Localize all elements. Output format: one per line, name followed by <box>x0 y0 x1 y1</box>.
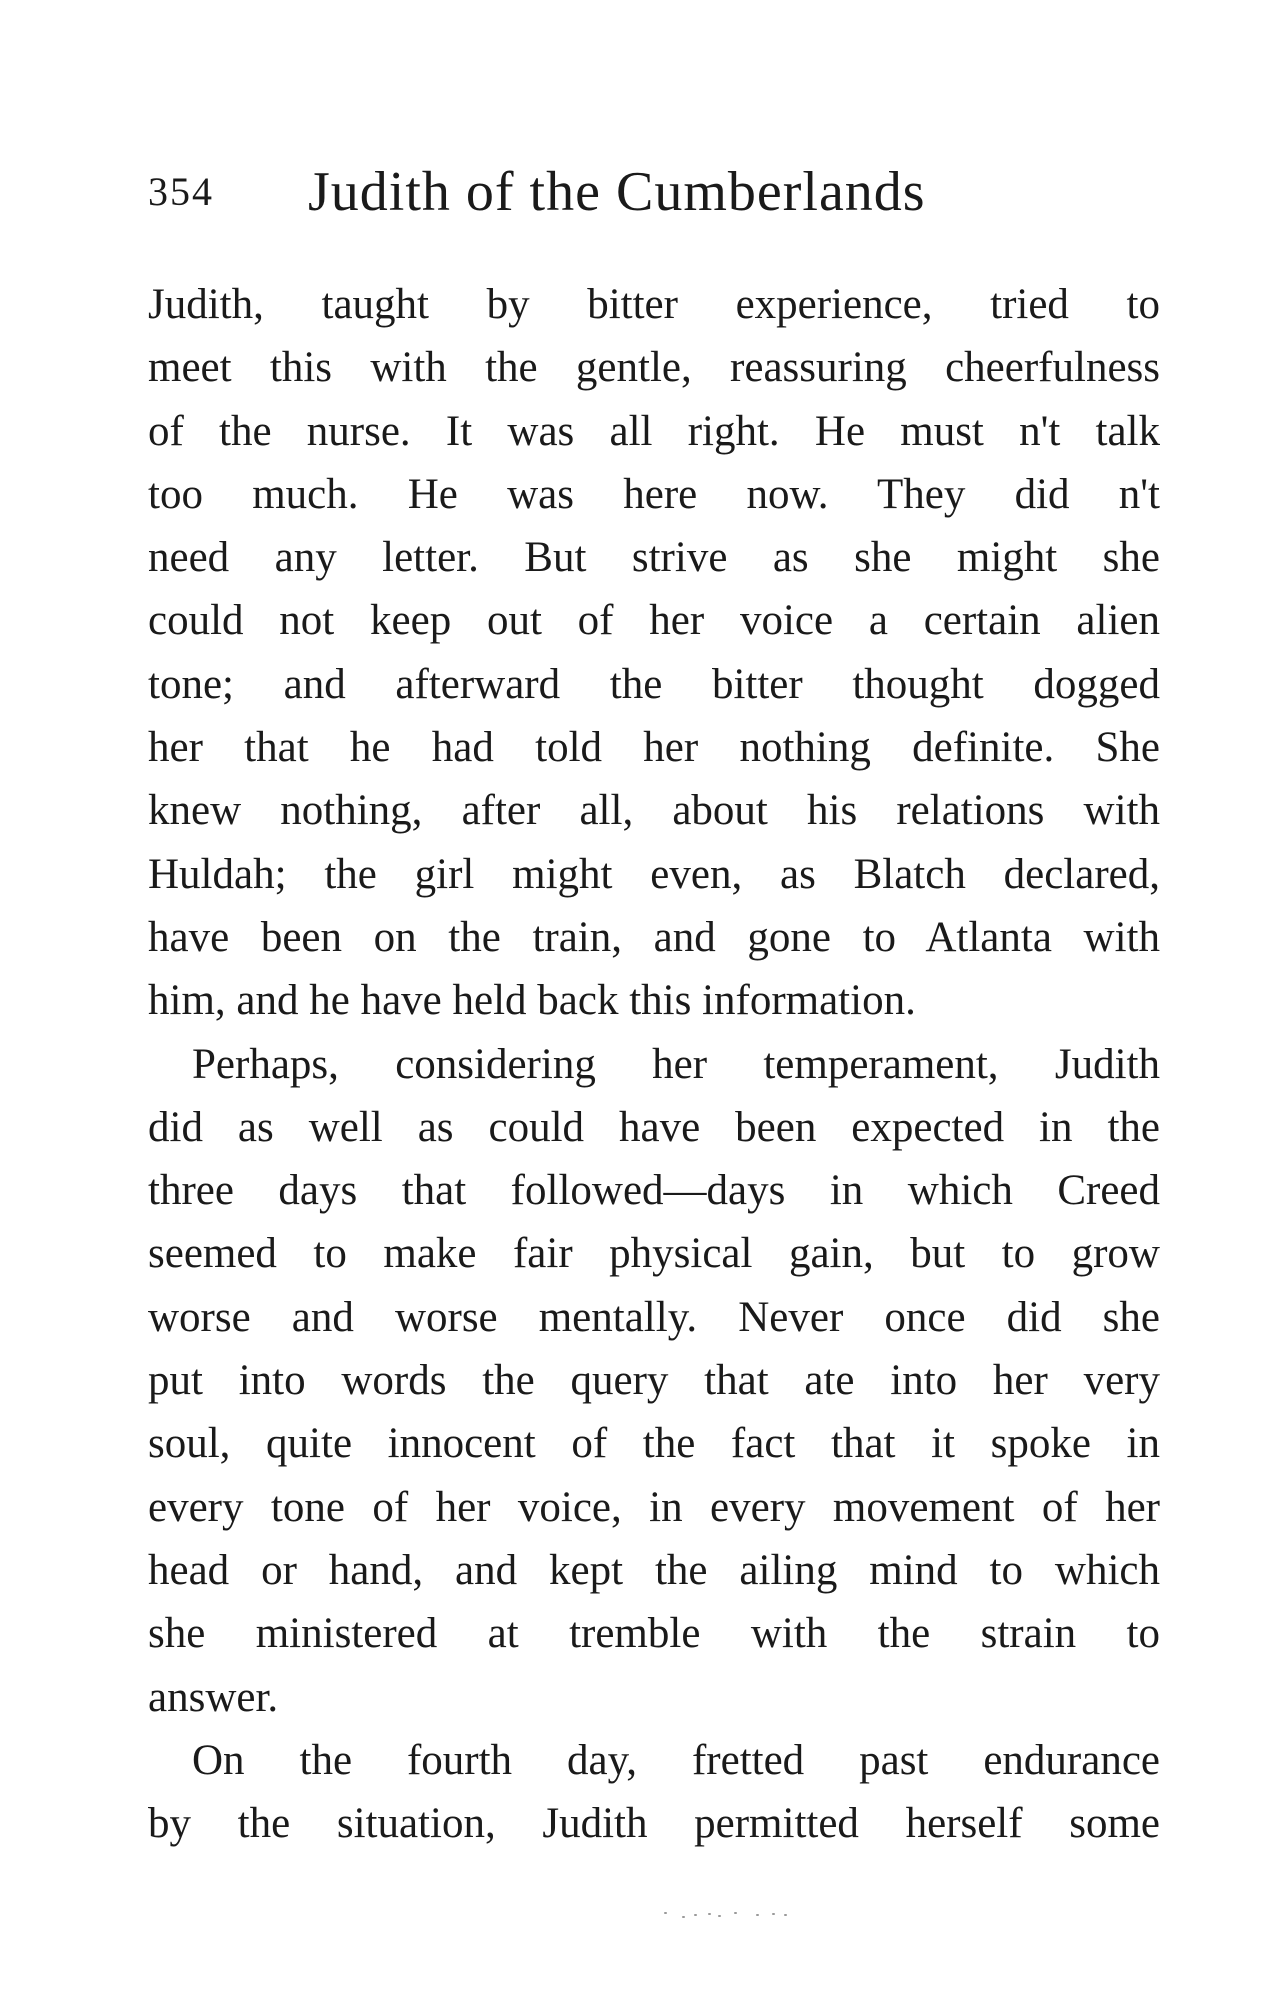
text-line: put into words the query that ate into her very <box>148 1357 1160 1405</box>
text-line: did as well as could have been expected in the <box>148 1103 1160 1151</box>
text-line: she ministered at tremble with the strain to <box>148 1610 1160 1658</box>
text-line: have been on the train, and gone to Atlanta with <box>148 913 1160 961</box>
book-title: Judith of the Cumberlands <box>308 161 926 223</box>
text-line: Huldah; the girl might even, as Blatch declared, <box>148 850 1160 898</box>
paragraph <box>148 273 1160 1033</box>
text-line: answer. <box>148 1673 279 1721</box>
text-line: him, and he have held back this information. <box>148 977 916 1025</box>
page-number: 354 <box>148 169 214 214</box>
text-line: her that he had told her nothing definite. She <box>148 724 1160 772</box>
text-line: could not keep out of her voice a certain alien <box>148 597 1160 645</box>
text-line: tone; and afterward the bitter thought dogged <box>148 660 1160 708</box>
text-line: need any letter. But strive as she might she <box>148 534 1160 582</box>
text-line: knew nothing, after all, about his relations with <box>148 787 1160 835</box>
text-line: Judith, taught by bitter experience, tried to <box>148 281 1160 328</box>
text-line: three days that followed—days in which Creed <box>148 1167 1160 1215</box>
paragraph <box>148 1033 1160 1729</box>
text-line: by the situation, Judith permitted herself some <box>148 1800 1160 1848</box>
print-specks <box>660 1908 810 1922</box>
text-line: On the fourth day, fretted past endurance <box>192 1736 1160 1784</box>
text-line: meet this with the gentle, reassuring cheerfulness <box>148 344 1160 392</box>
running-head <box>148 160 1168 223</box>
text-line: every tone of her voice, in every movement of her <box>148 1483 1160 1531</box>
text-line: seemed to make fair physical gain, but to grow <box>148 1230 1160 1278</box>
paragraph <box>148 1729 1160 1856</box>
text-line: worse and worse mentally. Never once did she <box>148 1293 1160 1341</box>
text-line: Perhaps, considering her temperament, Judith <box>192 1040 1160 1088</box>
text-line: of the nurse. It was all right. He must n't talk <box>148 407 1160 455</box>
text-line: too much. He was here now. They did n't <box>148 470 1160 518</box>
text-line: soul, quite innocent of the fact that it spoke in <box>148 1420 1160 1468</box>
body-text <box>148 273 1160 1855</box>
text-line: head or hand, and kept the ailing mind to which <box>148 1546 1160 1594</box>
